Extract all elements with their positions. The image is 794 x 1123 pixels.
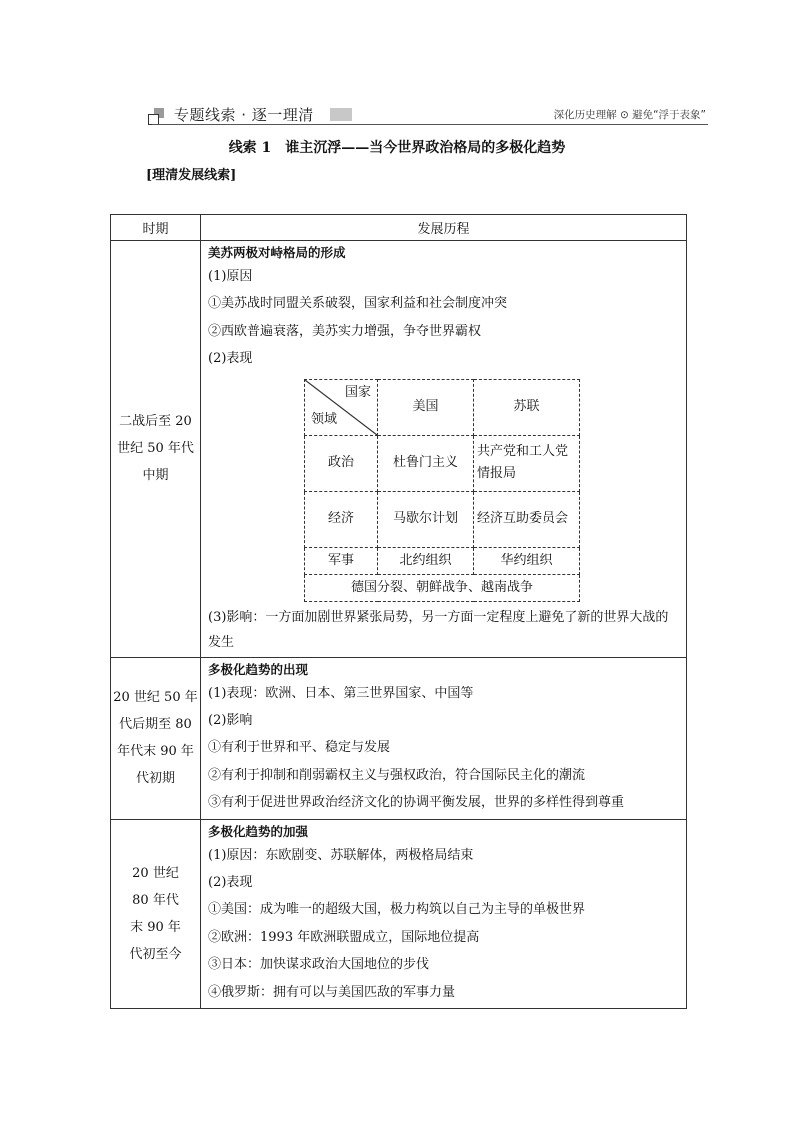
field-cell: 政治	[305, 435, 378, 491]
row-title: 多极化趋势的出现	[208, 661, 309, 677]
content-line: ③日本：加快谋求政治大国地位的步伐	[208, 957, 430, 973]
header-process: 发展历程	[201, 215, 687, 241]
su-cell: 经济互助委员会	[474, 491, 580, 547]
content-line: ①有利于世界和平、稳定与发展	[208, 740, 391, 756]
period-line: 世纪 50 年代	[117, 441, 194, 457]
table-row	[111, 241, 687, 658]
period-line: 20 世纪	[132, 865, 179, 881]
field-cell: 经济	[305, 491, 378, 547]
header-note: 深化历史理解 ⊙ 避免“浮于表象”	[553, 109, 706, 121]
events-cell: 德国分裂、朝鲜战争、越南战争	[305, 574, 580, 601]
corner-top-label: 国家	[344, 384, 371, 400]
corner-bottom-label: 领域	[311, 411, 338, 427]
content-line: (3)影响：一方面加剧世界紧张局势，另一方面一定程度上避免了新的世界大战的发生	[208, 609, 669, 650]
period-line: 20 世纪 50 年	[113, 690, 198, 706]
content-line: (1)原因：东欧剧变、苏联解体，两极格局结束	[208, 847, 474, 863]
period-cell	[111, 241, 201, 658]
diagonal-header-cell	[305, 379, 378, 435]
row-title: 美苏两极对峙格局的形成	[208, 245, 346, 260]
period-line: 代初期	[135, 771, 175, 787]
table-row	[111, 819, 687, 1008]
section-square-icon	[148, 108, 164, 124]
process-cell	[201, 241, 687, 658]
period-cell	[111, 657, 201, 819]
content-line: (2)影响	[208, 713, 253, 729]
content-line: ④俄罗斯：拥有可以与美国匹敌的军事力量	[208, 984, 456, 1000]
su-cell: 共产党和工人党情报局	[474, 435, 580, 491]
period-cell	[111, 819, 201, 1008]
header-decoration	[330, 108, 352, 121]
period-line: 代后期至 80	[119, 717, 192, 733]
content-line: ②西欧普遍衰落，美苏实力增强，争夺世界霸权	[208, 323, 482, 339]
content-line: (1)原因	[208, 269, 253, 284]
period-line: 80 年代	[132, 892, 179, 908]
content-line: (2)表现	[208, 875, 253, 891]
content-line: ②欧洲：1993 年欧洲联盟成立，国际地位提高	[208, 929, 480, 945]
us-cell: 杜鲁门主义	[378, 435, 474, 491]
col-us: 美国	[378, 379, 474, 435]
page-header	[148, 104, 708, 126]
process-cell	[201, 657, 687, 819]
content-line: ①美苏战时同盟关系破裂，国家利益和社会制度冲突	[208, 296, 508, 312]
header-title: 专题线索 · 逐一理清	[174, 106, 314, 124]
period-line: 年代末 90 年	[117, 744, 194, 760]
content-line: ①美国：成为唯一的超级大国，极力构筑以自己为主导的单极世界	[208, 902, 586, 918]
table-row	[111, 657, 687, 819]
period-line: 中期	[142, 468, 169, 484]
us-cell: 北约组织	[378, 547, 474, 574]
content-line: (1)表现：欧洲、日本、第三世界国家、中国等	[208, 685, 474, 701]
us-cell: 马歇尔计划	[378, 491, 474, 547]
su-cell: 华约组织	[474, 547, 580, 574]
comparison-table	[304, 379, 580, 602]
thread-title: 线索 1 谁主沉浮——当今世界政治格局的多极化趋势	[228, 140, 566, 156]
history-table	[110, 214, 687, 1009]
row-title: 多极化趋势的加强	[208, 823, 309, 839]
header-period: 时期	[111, 215, 201, 241]
period-line: 末 90 年	[130, 919, 181, 935]
process-cell	[201, 819, 687, 1008]
field-cell: 军事	[305, 547, 378, 574]
period-line: 二战后至 20	[119, 414, 192, 430]
table-header-row	[111, 215, 687, 241]
period-line: 代初至今	[129, 946, 182, 962]
content-line: (2)表现	[208, 351, 253, 367]
col-su: 苏联	[474, 379, 580, 435]
section-label: [理清发展线索]	[146, 168, 237, 183]
header-rule	[152, 124, 708, 125]
content-line: ③有利于促进世界政治经济文化的协调平衡发展，世界的多样性得到尊重	[208, 795, 625, 811]
content-line: ②有利于抑制和削弱霸权主义与强权政治，符合国际民主化的潮流	[208, 767, 586, 783]
